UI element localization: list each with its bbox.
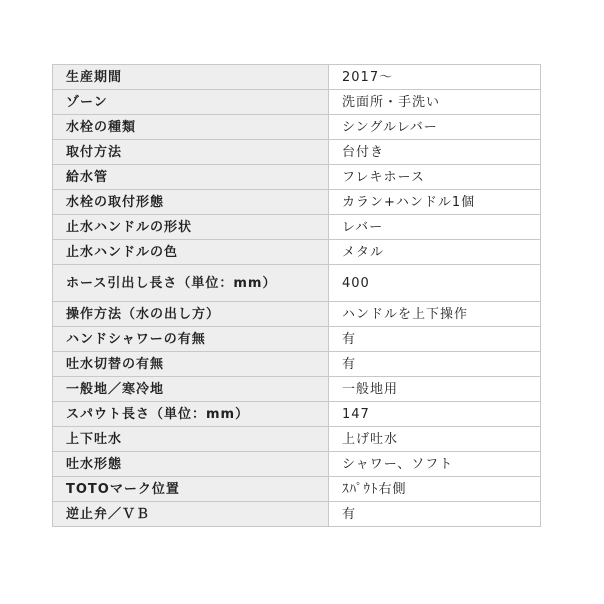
table-row	[53, 140, 541, 165]
row-label: 一般地／寒冷地	[53, 377, 329, 402]
row-value: シャワー、ソフト	[329, 452, 541, 477]
row-value: レバー	[329, 215, 541, 240]
table-row	[53, 502, 541, 527]
row-value: 147	[329, 402, 541, 427]
table-row	[53, 427, 541, 452]
table-row	[53, 240, 541, 265]
table-row	[53, 477, 541, 502]
row-label: 止水ハンドルの形状	[53, 215, 329, 240]
table-row	[53, 352, 541, 377]
row-value: メタル	[329, 240, 541, 265]
row-label: 給水管	[53, 165, 329, 190]
table-row	[53, 190, 541, 215]
row-label: 生産期間	[53, 65, 329, 90]
row-value: カラン+ハンドル1個	[329, 190, 541, 215]
row-value: シングルレバー	[329, 115, 541, 140]
row-value: 有	[329, 502, 541, 527]
row-label: スパウト長さ（単位：mm）	[53, 402, 329, 427]
row-value: 有	[329, 327, 541, 352]
row-label: 逆止弁／ＶＢ	[53, 502, 329, 527]
row-label: 吐水切替の有無	[53, 352, 329, 377]
row-value: 上げ吐水	[329, 427, 541, 452]
row-value: 400	[329, 265, 541, 302]
table-row	[53, 452, 541, 477]
row-value: ｽﾊﾟｳﾄ右側	[329, 477, 541, 502]
row-value: 洗面所・手洗い	[329, 90, 541, 115]
row-value: 台付き	[329, 140, 541, 165]
row-value: 2017～	[329, 65, 541, 90]
row-value: フレキホース	[329, 165, 541, 190]
table-row	[53, 90, 541, 115]
row-label: 止水ハンドルの色	[53, 240, 329, 265]
table-row	[53, 377, 541, 402]
table-row	[53, 165, 541, 190]
table-row	[53, 265, 541, 302]
table-row	[53, 215, 541, 240]
table-row	[53, 302, 541, 327]
spec-table	[52, 64, 541, 527]
row-value: ハンドルを上下操作	[329, 302, 541, 327]
table-row	[53, 115, 541, 140]
table-row	[53, 65, 541, 90]
row-label: 取付方法	[53, 140, 329, 165]
row-label: 水栓の取付形態	[53, 190, 329, 215]
row-value: 有	[329, 352, 541, 377]
table-row	[53, 327, 541, 352]
row-label: 操作方法（水の出し方）	[53, 302, 329, 327]
row-value: 一般地用	[329, 377, 541, 402]
table-row	[53, 402, 541, 427]
row-label: ハンドシャワーの有無	[53, 327, 329, 352]
row-label: TOTOマーク位置	[53, 477, 329, 502]
row-label: ホース引出し長さ（単位：mm）	[53, 265, 329, 302]
row-label: 上下吐水	[53, 427, 329, 452]
row-label: 吐水形態	[53, 452, 329, 477]
row-label: 水栓の種類	[53, 115, 329, 140]
row-label: ゾーン	[53, 90, 329, 115]
